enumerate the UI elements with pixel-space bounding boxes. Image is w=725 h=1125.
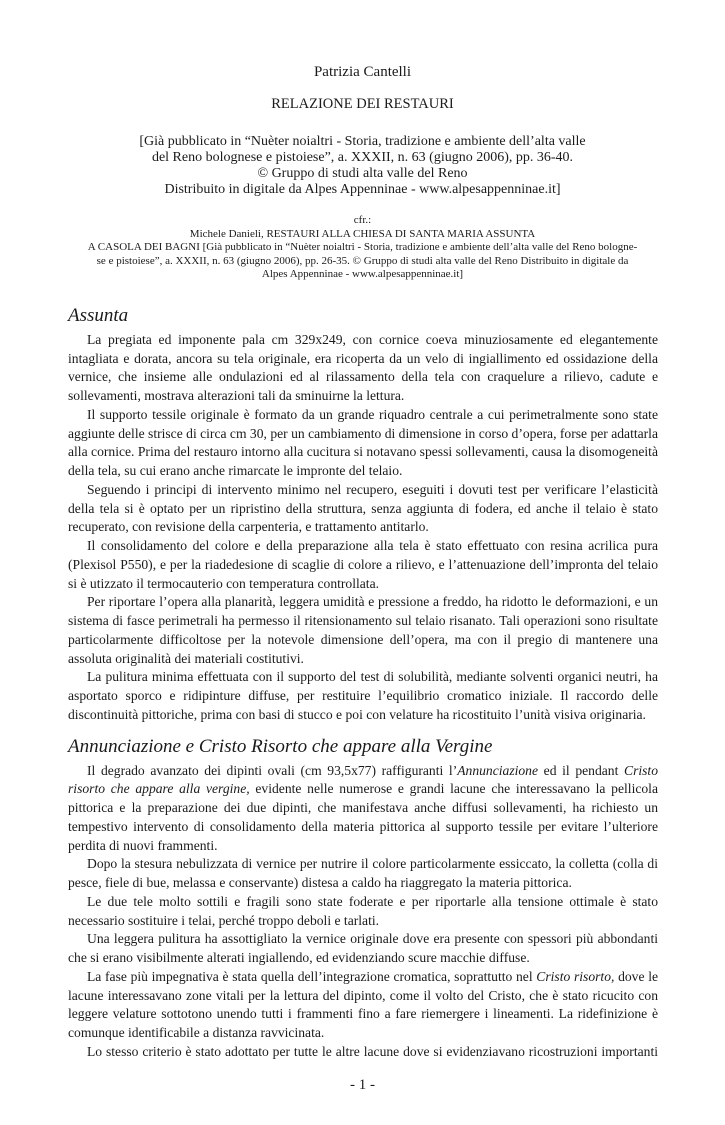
paragraph: Una leggera pulitura ha assottigliato la vernice originale dove era presente con spessori più abbondanti che si erano visibilmente alterati ingiallendo, ed evidenziando scure macchie diffuse. [68,931,658,966]
publication-line: Distribuito in digitale da Alpes Appenninae - www.alpesappenninae.it] [164,182,561,197]
paragraph: Le due tele molto sottili e fragili sono state foderate e per riportarle alla tensione ottimale è stato necessario sostituire i telai, perché troppo deboli e tarlati. [68,893,658,928]
publication-line: del Reno bolognese e pistoiese”, a. XXXII, n. 63 (giugno 2006), pp. 36-40. [151,150,574,165]
paragraph: Per riportare l’opera alla planarità, leggera umidità e pressione a freddo, ha ridotto le deformazioni, e un sistema di fasce perimetrali ha permesso il ritensionamento sul telaio risanato. Tali operazioni sono risultate particolarmente difficoltose per la notevole dimensione dell’opera, ma con il pregio di mantenere una assoluta originalità dei materiali costitutivi. [68,594,658,666]
paragraph: La pulitura minima effettuata con il supporto del test di solubilità, mediante solventi organici neutri, ha asportato sporco e ridipinture diffuse, per restituire l’equilibrio cromatico iniziale. Il raccordo delle discontinuità pittoriche, prima con basi di stucco e poi con velature ha ricostituito l’unità visiva originaria. [68,669,658,722]
publication-note [0,134,725,198]
document-title: RELAZIONE DEI RESTAURI [271,96,454,112]
publication-line: © Gruppo di studi alta valle del Reno [257,166,468,181]
italic-title: Cristo risorto che appare alla vergine, [68,762,658,797]
paragraph: Dopo la stesura nebulizzata di vernice per nutrire il colore particolarmente essiccato, la colletta (colla di pesce, fiele di bue, melassa e conservante) distesa a caldo ha riaggregato la materia pittorica. [68,856,658,891]
paragraph [68,968,658,1043]
cfr-label: cfr.: [353,214,372,226]
cfr-line: Michele Danieli, RESTAURI ALLA CHIESA DI SANTA MARIA ASSUNTA [189,227,536,240]
cfr-reference [64,214,661,282]
paragraph: La pregiata ed imponente pala cm 329x249, con cornice coeva minuziosamente ed elegantemente intagliata e dorata, ancora su tela originale, era ricoperta da un velo di ingiallimento ed ossidazione della vernice, che insieme alle ondulazioni ed al rilassamento della tela con craquelure a rilievo, cadute e sollevamenti, mostrava alterazioni tali da sminuirne la lettura. [68,331,658,404]
cfr-line: se e pistoiese”, a. XXXII, n. 63 (giugno 2006), pp. 26-35. © Gruppo di studi alta valle del Reno Distribuito in digitale da [96,254,629,267]
cfr-line: A CASOLA DEI BAGNI [Già pubblicato in “Nuèter noialtri - Storia, tradizione e ambiente dell’alta valle del Reno bologne- [87,241,638,254]
section-heading: Assunta [68,304,129,326]
cfr-line: Alpes Appenninae - www.alpesappenninae.it] [261,268,464,281]
italic-title: Cristo risorto, [536,968,615,984]
paragraph: Seguendo i principi di intervento minimo nel recupero, eseguiti i dovuti test per verificare l’elasticità della tela si è optato per un ripristino della struttura, senza aggiunta di fodera, ed anche il telaio è stato recuperato, con revisione della carpenteria, e trattamento antitarlo. [68,481,658,535]
paragraph: Il supporto tessile originale è formato da un grande riquadro centrale a cui perimetralmente sono state aggiunte delle strisce di circa cm 30, per un cambiamento di dimensione in corso d’opera, forse per adattarla alla cornice. Prima del restauro intorno alla cucitura si notavano spessi sollevamenti, causa la disomogeneità della tela, su cui erano anche rimarcate le impronte del telaio. [68,406,658,479]
text: evidente nelle numerose e grandi lacune che interessavano la pellicola pittorica e la preparazione dei due dipinti, che manifestava anche diffusi sollevamenti, ha richiesto un tempestivo intervento di consolidamento della materia pittorica al supporto tessile per evitare l’ulteriore perdita di nuovi frammenti. [68,781,658,853]
paragraph: Il consolidamento del colore e della preparazione alla tela è stato effettuato con resina acrilica pura (Plexisol P550), e per la riadedesione di scaglie di colore a rilievo, e l’attenuazione dell’impronta del telaio si è utizzato il termocauterio con temperatura controllata. [68,538,658,591]
paragraph: Lo stesso criterio è stato adottato per tutte le altre lacune dove si evidenziavano ricostruzioni importanti [87,1043,658,1059]
document-body [68,304,658,1062]
italic-title: Annunciazione [457,762,539,778]
text: dove le lacune interessavano zone vitali per la lettura del dipinto, come il volto del Cristo, che è stato ricucito con leggere velature sottotono unendo tutti i frammenti fino a fare riemergere i lineamenti. La ridefinizione è comunque identificabile a distanza ravvicinata. [68,968,659,1041]
text: Il degrado avanzato dei dipinti ovali (cm 93,5x77) raffiguranti l’ [87,762,458,778]
author-name: Patrizia Cantelli [313,64,412,80]
text: La fase più impegnativa è stata quella dell’integrazione cromatica, soprattutto nel [87,968,537,984]
text: ed il pendant [538,762,624,778]
paragraph [68,762,658,856]
section-heading: Annunciazione e Cristo Risorto che appare alla Vergine [68,735,493,757]
page-number: - 1 - [350,1076,375,1093]
publication-line: [Già pubblicato in “Nuèter noialtri - Storia, tradizione e ambiente dell’alta valle [139,134,586,149]
